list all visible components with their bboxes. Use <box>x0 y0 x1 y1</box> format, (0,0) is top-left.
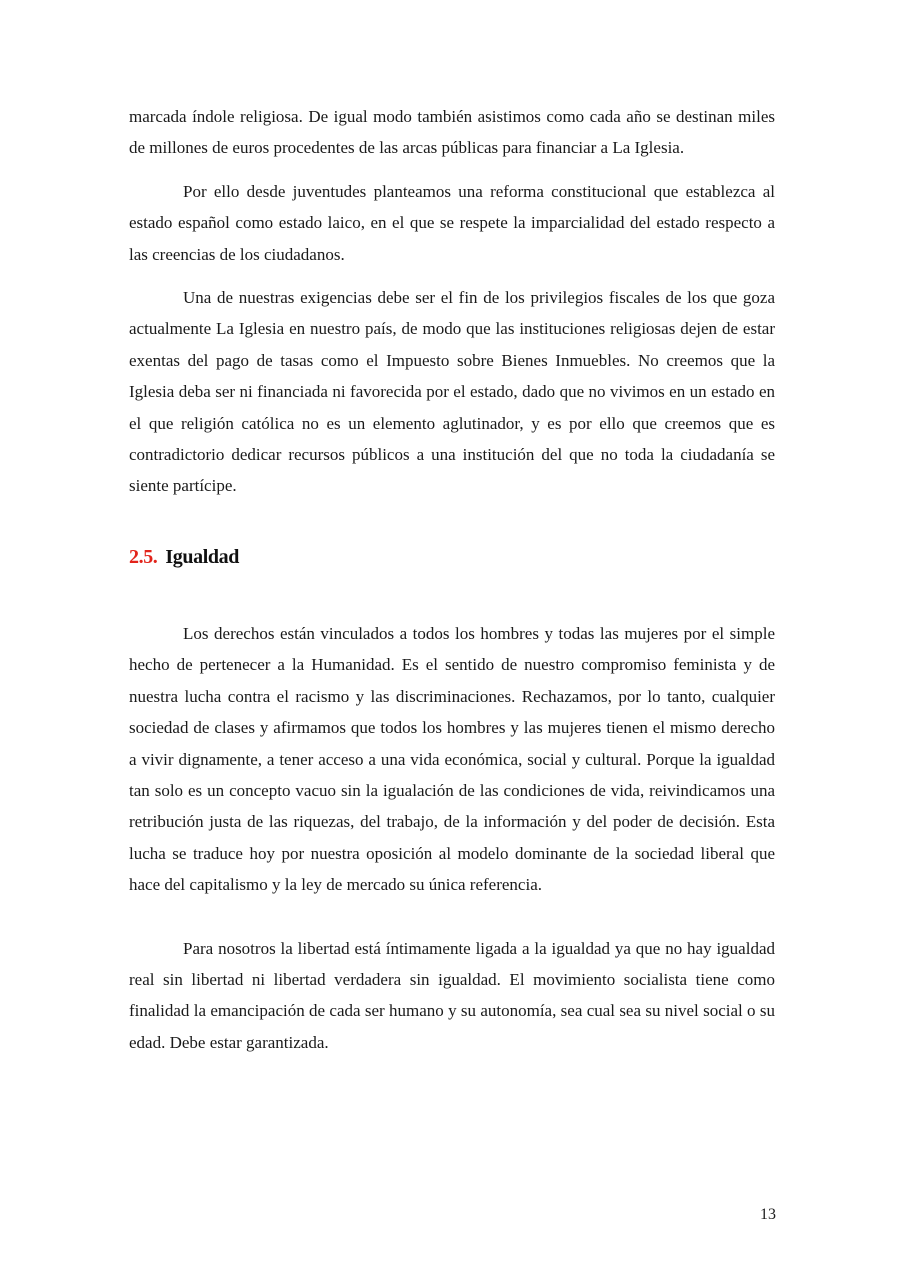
paragraph-rights-equality: Los derechos están vinculados a todos los hombres y todas las mujeres por el simple hecho de pertenecer a la Humanidad. Es el sentido de nuestro compromiso feminista y de nuestra lucha contra el racismo y las discriminaciones. Rechazamos, por lo tanto, cualquier sociedad de clases y afirmamos que todos los hombres y las mujeres tienen el mismo derecho a vivir dignamente, a tener acceso a una vida económica, social y cultural. Porque la igualdad tan solo es un concepto vacuo sin la igualación de las condiciones de vida, reivindicamos una retribución justa de las riquezas, del trabajo, de la información y del poder de decisión. Esta lucha se traduce hoy por nuestra oposición al modelo dominante de la sociedad liberal que hace del capitalismo y la ley de mercado su única referencia. <box>129 623 775 895</box>
paragraph-secular-reform: Por ello desde juventudes planteamos una reforma constitucional que establezca al estado español como estado laico, en el que se respete la imparcialidad del estado respecto a las creencias de los ciudadanos. <box>129 181 775 264</box>
section-number: 2.5. <box>129 545 158 568</box>
section-heading <box>129 542 775 572</box>
paragraph-freedom-equality: Para nosotros la libertad está íntimamente ligada a la igualdad ya que no hay igualdad real sin libertad ni libertad verdadera sin igualdad. El movimiento socialista tiene como finalidad la emancipación de cada ser humano y su autonomía, sea cual sea su nivel social o su edad. Debe estar garantizada. <box>129 938 775 1052</box>
page-body <box>129 101 775 1058</box>
paragraph-fiscal-privileges: Una de nuestras exigencias debe ser el fin de los privilegios fiscales de los que goza actualmente La Iglesia en nuestro país, de modo que las instituciones religiosas dejen de estar exentas del pago de tasas como el Impuesto sobre Bienes Inmuebles. No creemos que la Iglesia deba ser ni financiada ni favorecida por el estado, dado que no vivimos en un estado en el que religión católica no es un elemento aglutinador, y es por ello que creemos que es contradictorio dedicar recursos públicos a una institución del que no toda la ciudadanía se siente partícipe. <box>129 288 775 496</box>
page-number: 13 <box>760 1206 776 1223</box>
paragraph-religious-funding: marcada índole religiosa. De igual modo también asistimos como cada año se destinan miles de millones de euros procedentes de las arcas públicas para financiar a La Iglesia. <box>129 107 775 158</box>
section-title: Igualdad <box>165 545 239 568</box>
